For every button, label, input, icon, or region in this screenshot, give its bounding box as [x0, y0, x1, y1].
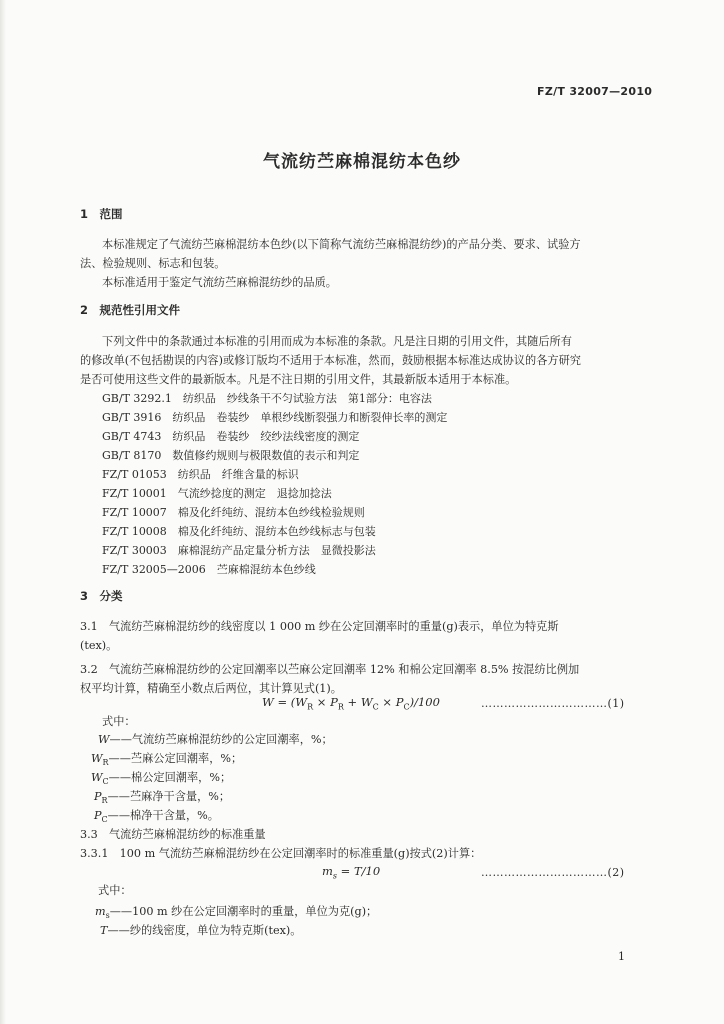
- formula-2: $m_s = T/10$: [322, 864, 381, 881]
- clause-3-3: 3.3 气流纺苎麻棉混纺纱的标准重量: [80, 828, 266, 841]
- variable-definition: W——气流纺苎麻棉混纺纱的公定回潮率，%；: [98, 733, 333, 746]
- page-number: 1: [618, 950, 625, 963]
- standard-number: FZ/T 32007—2010: [537, 85, 653, 98]
- clause-3-1a: 3.1 气流纺苎麻棉混纺纱的线密度以 1 000 m 纱在公定回潮率时的重量(g)表示，单位为特克斯: [80, 620, 559, 633]
- variable-definition: $P_C——$棉净干含量，%。: [94, 809, 219, 825]
- reference-item: FZ/T 30003 麻棉混纺产品定量分析方法 显微投影法: [102, 544, 376, 557]
- clause-3-3-1: 3.3.1 100 m 气流纺苎麻棉混纺纱在公定回潮率时的标准重量(g)按式(2)计算：: [80, 847, 482, 860]
- s2-paragraph-1c: 是否可使用这些文件的最新版本。凡是不注日期的引用文件，其最新版本适用于本标准。: [80, 373, 517, 386]
- s1-paragraph-1b: 法、检验规则、标志和包装。: [80, 257, 226, 270]
- where-label: 式中：: [102, 715, 136, 728]
- reference-item: FZ/T 10008 棉及化纤纯纺、混纺本色纱线标志与包装: [102, 525, 376, 538]
- where-label-2: 式中：: [98, 884, 132, 897]
- reference-item: GB/T 3916 纺织品 卷装纱 单根纱线断裂强力和断裂伸长率的测定: [102, 411, 448, 424]
- s2-paragraph-1a: 下列文件中的条款通过本标准的引用而成为本标准的条款。凡是注日期的引用文件，其随后所有: [102, 335, 572, 348]
- reference-item: GB/T 4743 纺织品 卷装纱 绞纱法线密度的测定: [102, 430, 360, 443]
- formula-1: $W = (W_R \times P_R + W_C \times P_C)/100$: [262, 695, 440, 712]
- section-3-heading: 3 分类: [80, 589, 123, 603]
- formula-2-number: ……………………………(2): [481, 866, 625, 879]
- document-title: 气流纺苎麻棉混纺本色纱: [263, 152, 461, 172]
- reference-item: FZ/T 32005—2006 苎麻棉混纺本色纱线: [102, 563, 316, 576]
- variable-definition: $m_s——100$ m 纱在公定回潮率时的重量，单位为克(g)；: [95, 905, 378, 921]
- clause-3-2a: 3.2 气流纺苎麻棉混纺纱的公定回潮率以苎麻公定回潮率 12% 和棉公定回潮率 8.5% 按混纺比例加: [80, 663, 580, 676]
- reference-item: GB/T 8170 数值修约规则与极限数值的表示和判定: [102, 449, 360, 462]
- formula-1-number: ……………………………(1): [481, 697, 625, 710]
- reference-item: FZ/T 01053 纺织品 纤维含量的标识: [102, 468, 299, 481]
- reference-item: GB/T 3292.1 纺织品 纱线条干不匀试验方法 第1部分：电容法: [102, 392, 432, 405]
- variable-definition: $W_R——$苎麻公定回潮率，%；: [91, 752, 243, 768]
- reference-item: FZ/T 10001 气流纱捻度的测定 退捻加捻法: [102, 487, 332, 500]
- section-2-heading: 2 规范性引用文件: [80, 303, 181, 317]
- section-1-heading: 1 范围: [80, 207, 123, 221]
- reference-item: FZ/T 10007 棉及化纤纯纺、混纺本色纱线检验规则: [102, 506, 365, 519]
- variable-definition: $W_C——$棉公定回潮率，%；: [91, 771, 232, 787]
- s2-paragraph-1b: 的修改单(不包括勘误的内容)或修订版均不适用于本标准，然而，鼓励根据本标准达成协议的各方研究: [80, 354, 581, 367]
- clause-3-2b: 权平均计算，精确至小数点后两位，其计算见式(1)。: [80, 682, 342, 695]
- clause-3-1b: (tex)。: [80, 639, 118, 652]
- variable-definition: $P_R——$苎麻净干含量，%；: [94, 790, 231, 806]
- s1-paragraph-1a: 本标准规定了气流纺苎麻棉混纺本色纱(以下简称气流纺苎麻棉混纺纱)的产品分类、要求、试验方: [102, 238, 581, 251]
- variable-definition: T——纱的线密度，单位为特克斯(tex)。: [100, 924, 302, 937]
- s1-paragraph-2: 本标准适用于鉴定气流纺苎麻棉混纺纱的品质。: [102, 276, 337, 289]
